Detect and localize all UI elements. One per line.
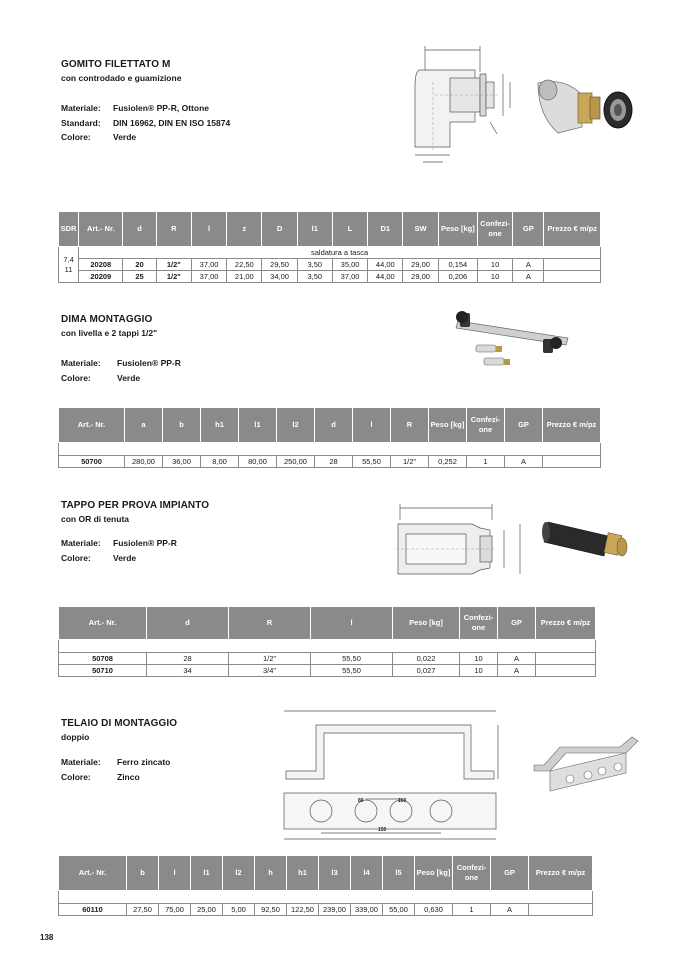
properties-tappo: Materiale: Fusiolen® PP-R Colore: Verde [61,538,177,563]
section-subtitle-telaio: doppio [61,732,90,742]
test-plug-technical-drawing [392,500,532,580]
mounting-jig-photo [448,303,578,373]
col-header: d [123,212,156,247]
properties-telaio: Materiale: Ferro zincato Colore: Zinco [61,757,171,782]
table-row: 50700 280,00 36,00 8,00 80,00 250,00 28 55,50 1/2" 0,252 1 A [59,456,601,468]
page-number: 138 [40,933,54,942]
col-header: Peso [kg] [438,212,477,247]
table-telaio: Art.- Nr. b l l1 l2 h h1 l3 l4 l5 Peso [kg] Confezi-one GP Prezzo € m/pz 60110 27,50 75,00 25,00 5,00 92,50 122,50 239,00 339,00 55,00 0,630 1 A [58,855,593,916]
table-row: 60110 27,50 75,00 25,00 5,00 92,50 122,50 239,00 339,00 55,00 0,630 1 A [59,904,593,916]
col-header: D1 [368,212,403,247]
elbow-product-photo [530,75,640,140]
col-header: GP [513,212,544,247]
mounting-frame-photo [530,735,640,795]
properties-gomito: Materiale: Fusiolen® PP-R, Ottone Standard: DIN 16962, DIN EN ISO 15874 Colore: Verde [61,103,231,142]
section-title-gomito: GOMITO FILETTATO M [61,59,171,70]
mounting-frame-technical-drawing [276,703,511,848]
col-header: L [332,212,367,247]
col-header: Art.- Nr. [79,212,123,247]
dim-label-80: 80 [358,798,364,804]
col-header: SW [403,212,438,247]
properties-dima: Materiale: Fusiolen® PP-R Colore: Verde [61,358,181,383]
table-row: 20209 25 1/2" 37,00 21,00 34,00 3,50 37,00 44,00 29,00 0,206 10 A [59,271,601,283]
col-header: Confezi-one [477,212,512,247]
col-header: R [156,212,191,247]
col-header: l [191,212,226,247]
table-tappo: Art.- Nr. d R l Peso [kg] Confezi-one GP Prezzo € m/pz 50708 28 1/2" 55,50 0,022 10 A 50710 34 3/4" 55,50 0,027 10 A [58,606,596,677]
table-gomito [58,211,601,283]
section-title-dima: DIMA MONTAGGIO [61,314,153,325]
section-title-telaio: TELAIO DI MONTAGGIO [61,718,178,729]
table-dima: Art.- Nr. a b h1 l1 l2 d l R Peso [kg] Confezi-one GP Prezzo € m/pz 50700 280,00 36,00 8,00 80,00 250,00 28 55,50 1/2" 0,252 1 A [58,407,601,468]
section-title-tappo: TAPPO PER PROVA IMPIANTO [61,500,210,511]
section-subtitle-gomito: con controdado e guamizione [61,73,182,83]
span-label: saldatura a tasca [79,247,601,259]
table-row: 50710 34 3/4" 55,50 0,027 10 A [59,665,596,677]
elbow-technical-drawing [395,42,520,167]
col-header: Prezzo € m/pz [544,212,601,247]
section-subtitle-dima: con livella e 2 tappi 1/2" [61,328,158,338]
test-plug-photo [540,512,635,562]
sdr-cell: 7,4 11 [59,247,79,283]
section-subtitle-tappo: con OR di tenuta [61,514,129,524]
table-row: 20208 20 1/2" 37,00 22,50 29,50 3,50 35,00 44,00 29,00 0,154 10 A [59,259,601,271]
dim-label-150: 150 [378,827,387,833]
col-header: z [227,212,262,247]
table-row: 50708 28 1/2" 55,50 0,022 10 A [59,653,596,665]
col-header: SDR [59,212,79,247]
col-header: l1 [297,212,332,247]
dim-label-100: 100 [398,798,407,804]
col-header: D [262,212,297,247]
